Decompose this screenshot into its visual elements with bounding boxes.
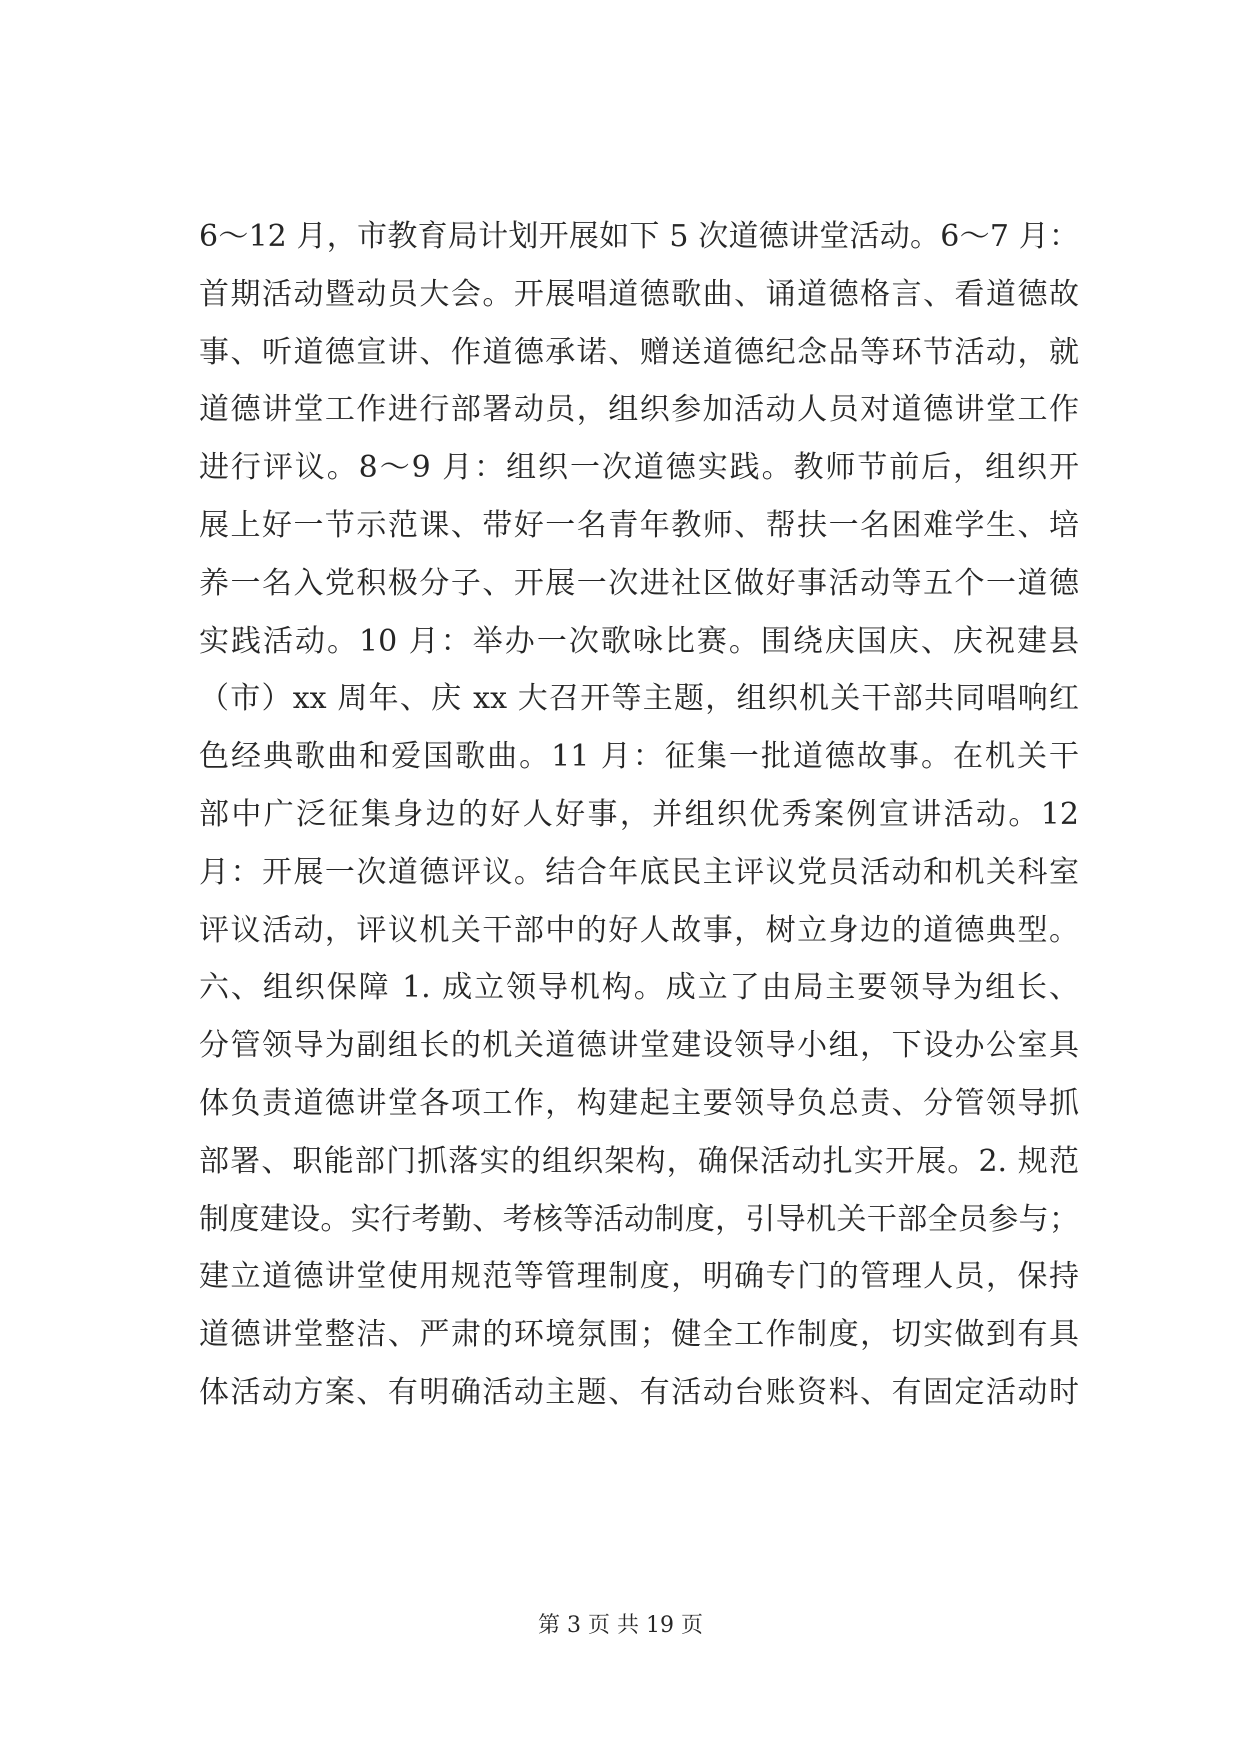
body-text xyxy=(199,208,1079,1422)
text-line: 首期活动暨动员大会。开展唱道德歌曲、诵道德格言、看道德故 xyxy=(199,276,1079,312)
text-line: 6～12 月，市教育局计划开展如下 5 次道德讲堂活动。6～7 月： xyxy=(199,219,1079,254)
text-line: 分管领导为副组长的机关道德讲堂建设领导小组，下设办公室具 xyxy=(199,1028,1079,1064)
text-line: 评议活动，评议机关干部中的好人故事，树立身边的道德典型。 xyxy=(199,912,1079,948)
text-line: （市）xx 周年、庆 xx 大召开等主题，组织机关干部共同唱响红 xyxy=(199,681,1079,717)
text-line: 养一名入党积极分子、开展一次进社区做好事活动等五个一道德 xyxy=(199,565,1079,601)
text-line: 事、听道德宣讲、作道德承诺、赠送道德纪念品等环节活动，就 xyxy=(199,334,1079,370)
text-line: 体负责道德讲堂各项工作，构建起主要领导负总责、分管领导抓 xyxy=(199,1085,1079,1121)
text-line: 建立道德讲堂使用规范等管理制度，明确专门的管理人员，保持 xyxy=(199,1259,1079,1295)
text-line: 展上好一节示范课、带好一名青年教师、帮扶一名困难学生、培 xyxy=(199,507,1079,543)
text-line: 制度建设。实行考勤、考核等活动制度，引导机关干部全员参与； xyxy=(199,1201,1079,1237)
text-line: 部署、职能部门抓落实的组织架构，确保活动扎实开展。2. 规范 xyxy=(199,1143,1079,1179)
text-line: 部中广泛征集身边的好人好事，并组织优秀案例宣讲活动。12 xyxy=(199,796,1079,832)
text-line: 体活动方案、有明确活动主题、有活动台账资料、有固定活动时 xyxy=(199,1374,1079,1410)
text-line: 实践活动。10 月：举办一次歌咏比赛。围绕庆国庆、庆祝建县 xyxy=(199,623,1079,659)
text-line: 月：开展一次道德评议。结合年底民主评议党员活动和机关科室 xyxy=(199,854,1079,890)
text-line: 道德讲堂整洁、严肃的环境氛围；健全工作制度，切实做到有具 xyxy=(199,1317,1079,1353)
page-number-footer: 第 3 页 共 19 页 xyxy=(538,1613,703,1638)
text-line: 六、组织保障 1. 成立领导机构。成立了由局主要领导为组长、 xyxy=(199,970,1079,1006)
text-line: 色经典歌曲和爱国歌曲。11 月：征集一批道德故事。在机关干 xyxy=(199,739,1079,775)
text-line: 道德讲堂工作进行部署动员，组织参加活动人员对道德讲堂工作 xyxy=(199,392,1079,428)
text-line: 进行评议。8～9 月：组织一次道德实践。教师节前后，组织开 xyxy=(199,450,1079,486)
